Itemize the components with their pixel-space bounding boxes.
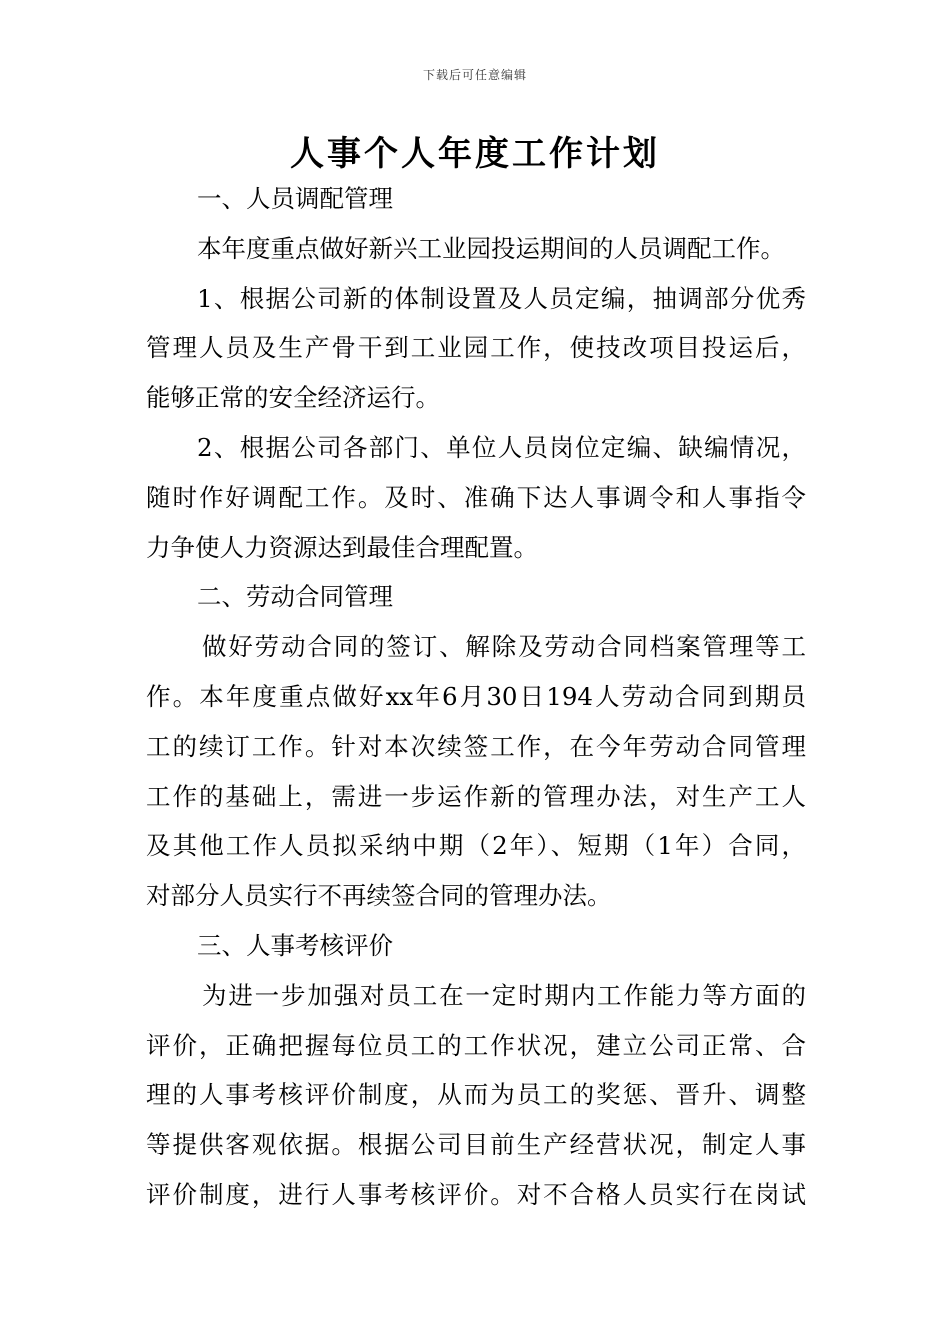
section-heading-1: 一、人员调配管理 [197, 184, 393, 213]
paragraph-line: 管理人员及生产骨干到工业园工作，使技改项目投运后， [146, 333, 806, 363]
section-heading-3: 三、人事考核评价 [197, 930, 393, 960]
paragraph-line: 评价，正确把握每位员工的工作状况，建立公司正常、合 [146, 1030, 806, 1060]
paragraph-line: 2、根据公司各部门、单位人员岗位定编、缺编情况， [197, 432, 806, 462]
paragraph-line: 工作的基础上，需进一步运作新的管理办法，对生产工人 [146, 781, 806, 811]
paragraph-line: 及其他工作人员拟采纳中期（2年）、短期（1年）合同， [146, 831, 806, 861]
paragraph-line: 能够正常的安全经济运行。 [146, 383, 440, 413]
paragraph-line: 为进一步加强对员工在一定时期内工作能力等方面的 [202, 980, 806, 1010]
paragraph-line: 做好劳动合同的签订、解除及劳动合同档案管理等工 [202, 632, 806, 662]
document-title: 人事个人年度工作计划 [290, 134, 660, 174]
paragraph-line: 作。本年度重点做好xx年6月30日194人劳动合同到期员 [146, 681, 806, 711]
paragraph-line: 1、根据公司新的体制设置及人员定编，抽调部分优秀 [197, 283, 806, 313]
paragraph-line: 工的续订工作。针对本次续签工作，在今年劳动合同管理 [146, 731, 806, 761]
paragraph-line: 对部分人员实行不再续签合同的管理办法。 [146, 881, 612, 911]
header-note: 下载后可任意编辑 [422, 68, 527, 82]
paragraph-line: 理的人事考核评价制度，从而为员工的奖惩、晋升、调整 [146, 1080, 806, 1110]
paragraph-line: 等提供客观依据。根据公司目前生产经营状况，制定人事 [146, 1130, 806, 1160]
document-body [146, 174, 806, 1220]
paragraph-line: 评价制度，进行人事考核评价。对不合格人员实行在岗试 [146, 1179, 806, 1209]
section-heading-2: 二、劳动合同管理 [197, 582, 393, 612]
paragraph-line: 随时作好调配工作。及时、准确下达人事调令和人事指令 [146, 482, 806, 512]
paragraph-line: 力争使人力资源达到最佳合理配置。 [146, 532, 538, 562]
paragraph-line: 本年度重点做好新兴工业园投运期间的人员调配工作。 [197, 233, 785, 263]
